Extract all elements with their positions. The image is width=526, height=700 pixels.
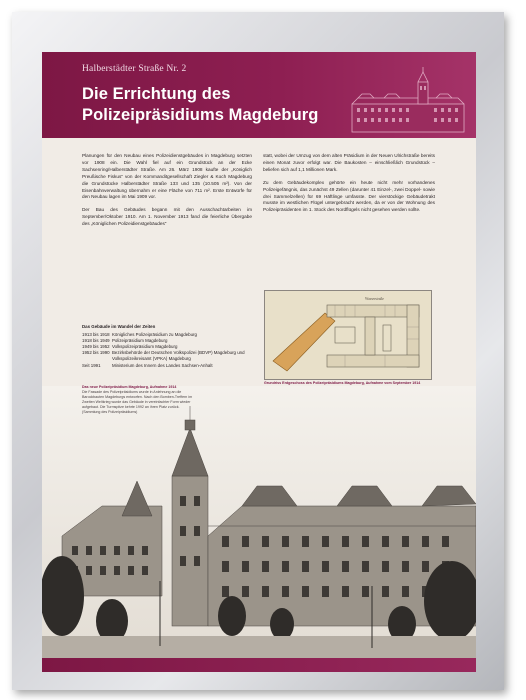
plan-street-label: Wasserstraße	[365, 297, 384, 301]
building-logo-icon	[348, 64, 468, 134]
chronology-row	[82, 350, 272, 362]
paragraph: statt, wobei der Umzug von dem alten Präsidium in der Neuen Ulrichstraße bereits einen Monat zuvor erfolgt war. Die Baukosten – einschließlich Grundstück – beliefen sich auf 1,1 Millionen Mark.	[263, 153, 435, 172]
floor-plan-drawing	[265, 291, 431, 379]
photo-caption-source: (Sammlung des Polizeipräsidiums)	[82, 409, 138, 414]
chronology-text: Volkspolizeipräsidium Magdeburg	[112, 344, 178, 350]
chronology-text: Polizeipräsidium Magdeburg	[112, 338, 168, 344]
floor-plan-caption-title: Grundriss Erdgeschoss des Polizeipräsidiums Magdeburg, Aufnahme vom September 1914	[264, 381, 421, 385]
chronology-list	[82, 324, 272, 369]
page-title-line2: Polizeipräsidiums Magdeburg	[82, 106, 319, 124]
chronology-years: 1913 bis 1918	[82, 332, 110, 338]
chronology-text: Königliches Polizeipräsidium zu Magdeburg	[112, 332, 197, 338]
poster-frame	[12, 12, 504, 690]
historic-photo	[42, 386, 476, 658]
footer-bar	[42, 658, 476, 672]
chronology-years: 1952 bis 1990	[82, 350, 110, 356]
paragraph: Zu dem Gebäudekomplex gehörte ein heute nicht mehr vorhandenes Polizeigefängnis, das zunächst 49 Zellen (darunter 41 Einzel-, zwei Doppel- sowie drei Sammelzellen) für 69 Häftlinge umfasste. Der vierstöckige Gebäudetrakt musste im westlichen Flügel untergebracht werden, da er von der Wohnung des Polizeipräsidenten im 1. Stock des Nordflügels nicht gesehen werden sollte.	[263, 179, 435, 213]
chronology-row	[82, 363, 272, 369]
photo-caption-text: Die Fassade des Polizeipräsidiums wurde in Anlehnung an die Barockbauten Magdeburgs entworfen. Nach den Bomben-Treffern im Zweiten Weltkrieg wurde das Gebäude in vereinfachter Form wieder aufgebaut. Die Turmspitze kehrte 1992 an ihren Platz zurück.	[82, 389, 193, 409]
police-headquarters-photo	[42, 386, 476, 658]
photo-caption-title: Das neue Polizeipräsidium Magdeburg, Aufnahme 1914	[82, 385, 177, 389]
poster	[42, 52, 476, 672]
chronology-title: Das Gebäude im Wandel der Zeiten	[82, 324, 156, 329]
chronology-years: Seit 1991	[82, 362, 101, 368]
paragraph: Der Bau des Gebäudes begann mit den Ausschachtarbeiten im September/Oktober 1910. Am 1. November 1913 fand die feierliche Übergabe des „Königlichen Polizeidienstgebäudes“	[82, 207, 252, 227]
body-column-right	[263, 153, 435, 220]
chronology-years: 1949 bis 1952	[82, 344, 110, 350]
page-title-line1: Die Errichtung des	[82, 85, 231, 103]
paragraph: Planungen für den Neubau eines Polizeidienstgebäudes in Magdeburg setzten vor 1908 ein. Die Wahl fiel auf ein Grundstück an der Ecke Sachsenring/Halberstädter Straße. Am 26. März 1908 kaufte der „Königlich Preußische Fiskus“ von der Kommanditgesellschaft Ziegler & Koch Magdeburg die Grundstücke Halberstädter Straße 133 und 135 (10.505 m²). Von der Eisenbahnverwaltung übernahm er eine Fläche von 711 m². Erste Entwürfe für den Neubau lagen im Mai 1909 vor.	[82, 153, 252, 200]
photo-caption	[82, 385, 194, 414]
chronology-text: Bezirksbehörde der Deutschen Volkspolizei (BDVP) Magdeburg und Volkspolizeikreisamt (VPKA) Magdeburg	[112, 350, 245, 362]
floor-plan-image	[264, 290, 432, 380]
body-column-left	[82, 153, 252, 234]
chronology-years: 1918 bis 1949	[82, 338, 110, 344]
header-banner	[42, 52, 476, 138]
chronology-text: Ministerium des Innern des Landes Sachsen-Anhalt	[112, 362, 213, 368]
address-label: Halberstädter Straße Nr. 2	[82, 64, 187, 74]
